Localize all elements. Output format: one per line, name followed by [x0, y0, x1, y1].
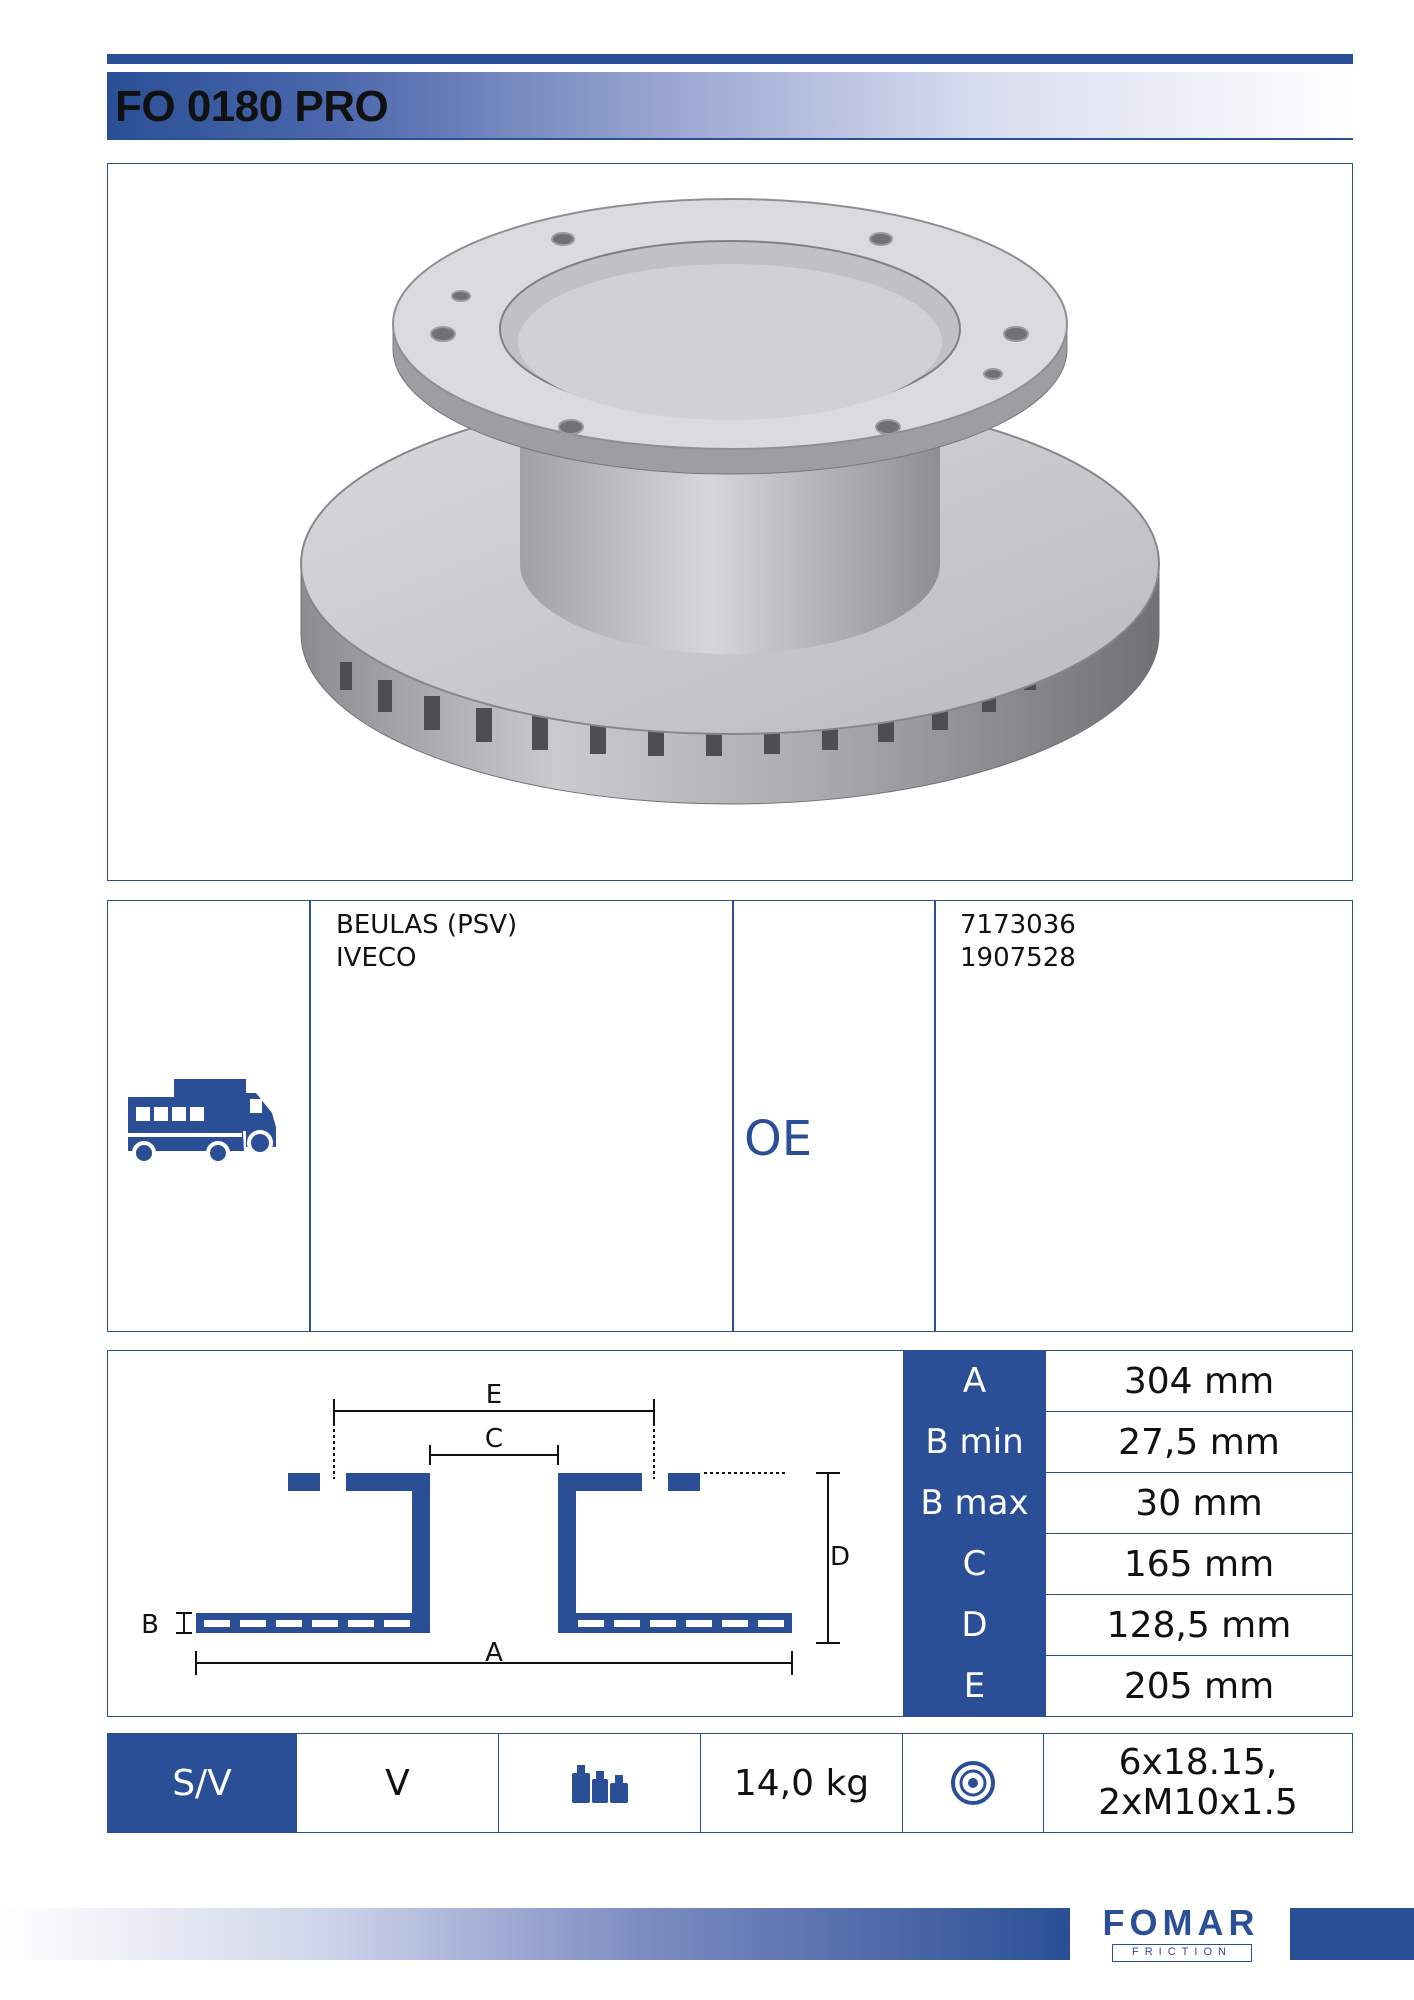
fixing-spec: [1044, 1734, 1352, 1832]
dimension-table: [903, 1350, 1353, 1717]
product-image-frame: [107, 163, 1353, 881]
brand-logo: [1086, 1902, 1276, 1964]
label-e: E: [485, 1380, 503, 1410]
footer-band: [0, 1908, 1070, 1960]
product-code: FO 0180 PRO: [115, 82, 389, 131]
dimension-key: B max: [904, 1473, 1046, 1534]
dimension-key: A: [904, 1351, 1046, 1412]
label-d: D: [829, 1542, 851, 1572]
divider: [309, 901, 311, 1331]
table-row: [904, 1473, 1353, 1534]
dimension-key: E: [904, 1656, 1046, 1717]
dimension-value: 128,5 mm: [1046, 1595, 1353, 1656]
sv-value: V: [297, 1734, 499, 1832]
oe-label: OE: [743, 1111, 813, 1167]
table-row: [904, 1595, 1353, 1656]
dimension-key: D: [904, 1595, 1046, 1656]
table-row: [904, 1656, 1353, 1717]
dimension-value: 205 mm: [1046, 1656, 1353, 1717]
table-row: [904, 1351, 1353, 1412]
spec-row: [107, 1733, 1353, 1833]
vehicle-list: [336, 909, 517, 975]
title-band: [107, 72, 1353, 140]
fixing-line: 2xM10x1.5: [1098, 1782, 1298, 1823]
label-b: B: [141, 1610, 159, 1640]
oe-number: 7173036: [960, 910, 1076, 940]
oe-number: 1907528: [960, 943, 1076, 973]
weight-value: 14,0 kg: [701, 1734, 903, 1832]
dimension-value: 165 mm: [1046, 1534, 1353, 1595]
bus-truck-icon: [124, 1071, 294, 1171]
bolt-hole-icon: [949, 1759, 997, 1807]
dimension-value: 304 mm: [1046, 1351, 1353, 1412]
application-table: [107, 900, 1353, 1332]
table-row: [904, 1412, 1353, 1473]
sv-label: S/V: [108, 1734, 297, 1832]
dimension-value: 30 mm: [1046, 1473, 1353, 1534]
top-rule: [107, 54, 1353, 64]
brand-subtitle: FRICTION: [1112, 1944, 1252, 1962]
dimension-key: B min: [904, 1412, 1046, 1473]
brand-name: FOMAR: [1102, 1902, 1260, 1943]
dimension-value: 27,5 mm: [1046, 1412, 1353, 1473]
divider: [934, 901, 936, 1331]
vehicle-make: BEULAS (PSV): [336, 910, 518, 940]
dimension-key: C: [904, 1534, 1046, 1595]
brake-disc-image: [108, 164, 1351, 879]
cross-section-diagram: [108, 1351, 904, 1715]
vehicle-make: IVECO: [336, 943, 417, 973]
footer-band-end: [1290, 1908, 1414, 1960]
label-c: C: [484, 1424, 504, 1454]
weight-icon-cell: [499, 1734, 701, 1832]
label-a: A: [485, 1638, 503, 1668]
fixing-line: 6x18.15,: [1118, 1742, 1278, 1783]
weights-icon: [568, 1761, 632, 1805]
oe-number-list: [960, 909, 1076, 975]
fixing-icon-cell: [903, 1734, 1044, 1832]
table-row: [904, 1534, 1353, 1595]
